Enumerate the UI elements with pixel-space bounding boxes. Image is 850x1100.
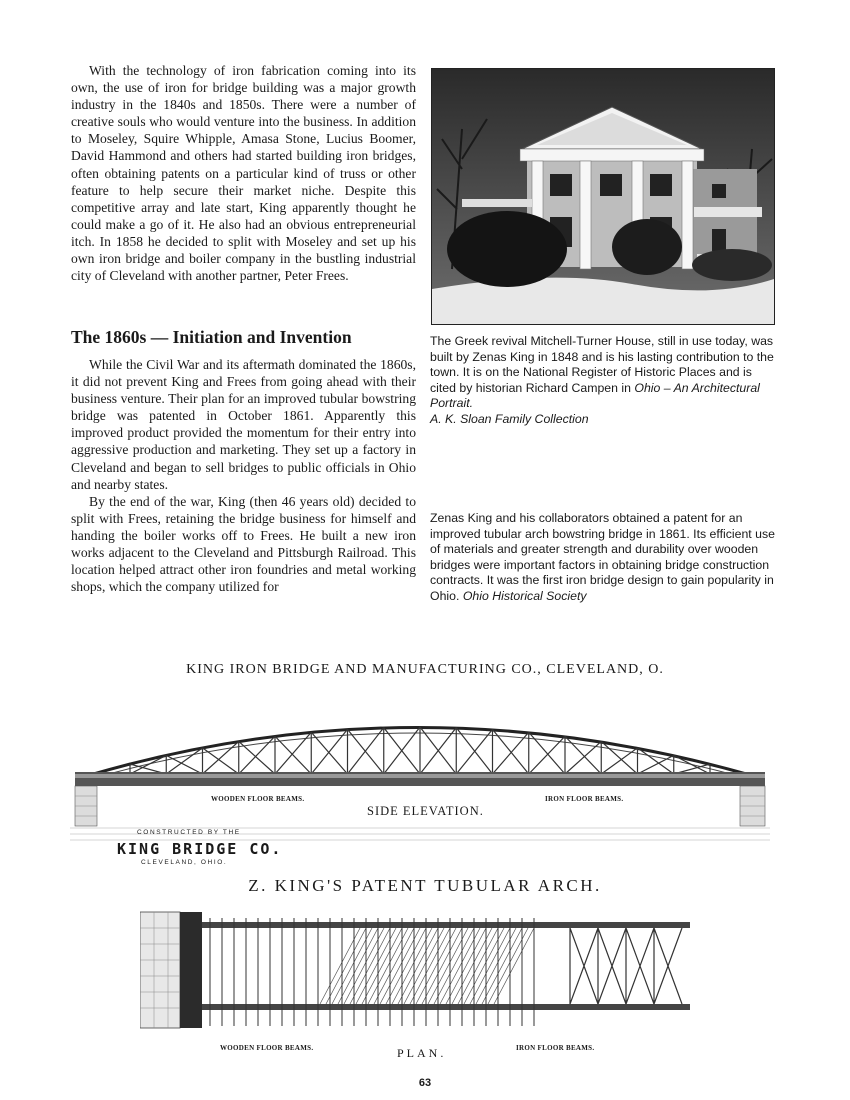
paragraph-end-of-war: By the end of the war, King (then 46 years old) decided to split with Frees, retaining the bridge business for himself and handing the boiler works off to Frees. He built a new iron works adjacent to the Cleveland and Pittsburgh Railroad. This location helped attract other iron foundries and metal working shops, which the company utilized for — [71, 493, 416, 595]
cleveland-label: CLEVELAND, OHIO. — [141, 859, 228, 866]
patent-title: Z. KING'S PATENT TUBULAR ARCH. — [248, 876, 602, 895]
bridge-caption-credit: Ohio Historical Society — [462, 588, 587, 603]
wooden-floor-beams-label: WOODEN FLOOR BEAMS. — [211, 795, 305, 803]
house-caption-credit: A. K. Sloan Family Collection — [430, 411, 589, 426]
house-caption-text: The Greek revival Mitchell-Turner House, still in use today, was built by Zenas King in 1848 and is his lasting contribution to the town. It is on the National Register of Historic Places and is cited by historian Richard Campen in — [430, 334, 774, 395]
paragraph-civil-war: While the Civil War and its aftermath dominated the 1860s, it did not prevent King and Frees from going ahead with their business venture. Their plan for an improved tubular bowstring bridge was patented in October 1861. Apparently this improved product provided the momentum for their entry into aggressive production and marketing. They set up a factory in Cleveland and began to sell bridges to public officials in Ohio and nearby states. — [71, 357, 416, 492]
body-text — [71, 356, 416, 595]
page-number: 63 — [418, 1077, 432, 1089]
section-heading: The 1860s — Initiation and Invention — [71, 327, 352, 347]
king-bridge-co-label: KING BRIDGE CO. — [117, 840, 283, 858]
house-caption — [430, 334, 775, 428]
house-photo — [431, 68, 775, 325]
bridge-caption-text: Zenas King and his collaborators obtained a patent for an improved tubular arch bowstring bridge in 1861. Its efficient use of materials and greater strength and durability over wooden bridges were important factors in obtaining bridge construction contracts. It was the first iron bridge design to gain popularity in Ohio. — [430, 511, 775, 603]
intro-text — [71, 62, 416, 284]
plan-label: PLAN. — [397, 1046, 447, 1060]
bridge-caption — [430, 511, 775, 605]
company-title: KING IRON BRIDGE AND MANUFACTURING CO., CLEVELAND, O. — [186, 662, 664, 677]
plan-drawing — [140, 908, 700, 1038]
house-caption-book: Ohio – An Architectural Portrait. — [430, 380, 760, 411]
constructed-by-label: CONSTRUCTED BY THE — [137, 829, 241, 836]
paragraph-iron-fabrication: With the technology of iron fabrication coming into its own, the use of iron for bridge building was a major growth industry in the 1840s and 1850s. There were a number of creative souls who would venture into the business. In addition to Moseley, Squire Whipple, Amasa Stone, Lucius Boomer, David Hammond and others had started building iron bridges, often obtaining patents on a particular kind of truss or other feature to help secure their market niche. Despite this competitive array and late start, King apparently thought he could make a go of it. He also had an obvious entrepreneurial itch. In 1858 he decided to split with Moseley and set up his own iron bridge and boiler company in the bustling industrial city of Cleveland with another partner, Peter Frees. — [71, 63, 416, 284]
plan-wooden-floor-beams-label: WOODEN FLOOR BEAMS. — [220, 1044, 314, 1052]
iron-floor-beams-label: IRON FLOOR BEAMS. — [545, 795, 624, 803]
plan-iron-floor-beams-label: IRON FLOOR BEAMS. — [516, 1044, 595, 1052]
side-elevation-label: SIDE ELEVATION. — [367, 804, 484, 818]
